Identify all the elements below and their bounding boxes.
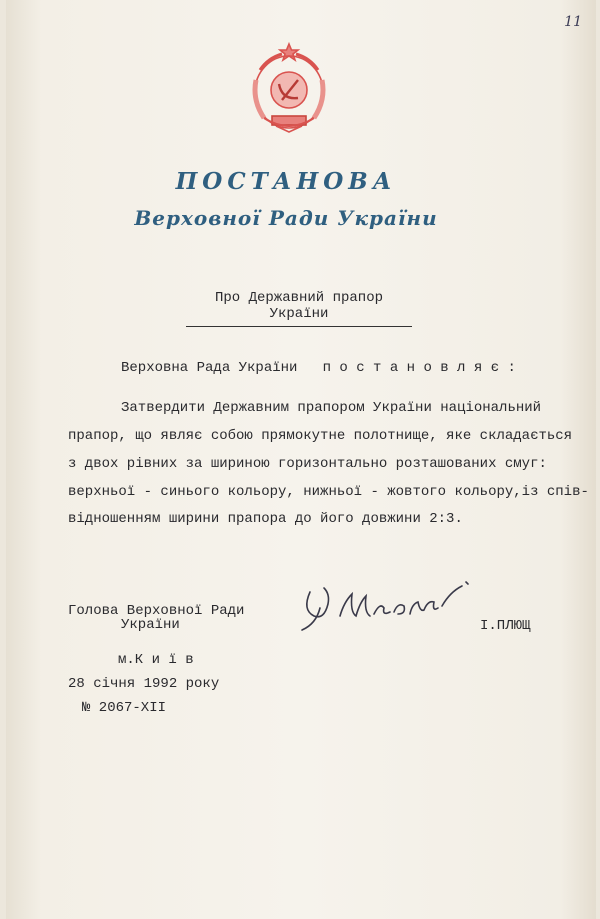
state-emblem-icon [246, 40, 332, 136]
signatory-title-cont: України [121, 617, 180, 633]
document-subject: Про Державний прапор України [186, 290, 412, 327]
place: м.К и ї в [118, 652, 194, 668]
signatory-title: Голова Верховної Ради [68, 603, 245, 619]
document-title: ПОСТАНОВА [175, 168, 397, 195]
document-subtitle: Верховної Ради України [134, 206, 438, 230]
handwritten-signature [294, 572, 484, 644]
body-line: прапор, що являє собою прямокутне полотнище, яке складається [68, 428, 573, 444]
resolution-intro: Верховна Рада України п о с т а н о в л я є : [121, 360, 516, 376]
date: 28 січня 1992 року [68, 676, 220, 692]
document-page [6, 0, 596, 919]
body-line: Затвердити Державним прапором України національний [121, 400, 542, 416]
body-line: верхньої - синього кольору, нижньої - жовтого кольору,із спів- [68, 484, 589, 500]
page-number: 11 [564, 14, 582, 30]
document-number: № 2067-XII [82, 700, 167, 716]
body-line: з двох рівних за шириною горизонтально розташованих смуг: [68, 456, 547, 472]
signatory-name: І.ПЛЮЩ [480, 618, 531, 634]
body-line: відношенням ширини прапора до його довжини 2:3. [68, 511, 463, 527]
